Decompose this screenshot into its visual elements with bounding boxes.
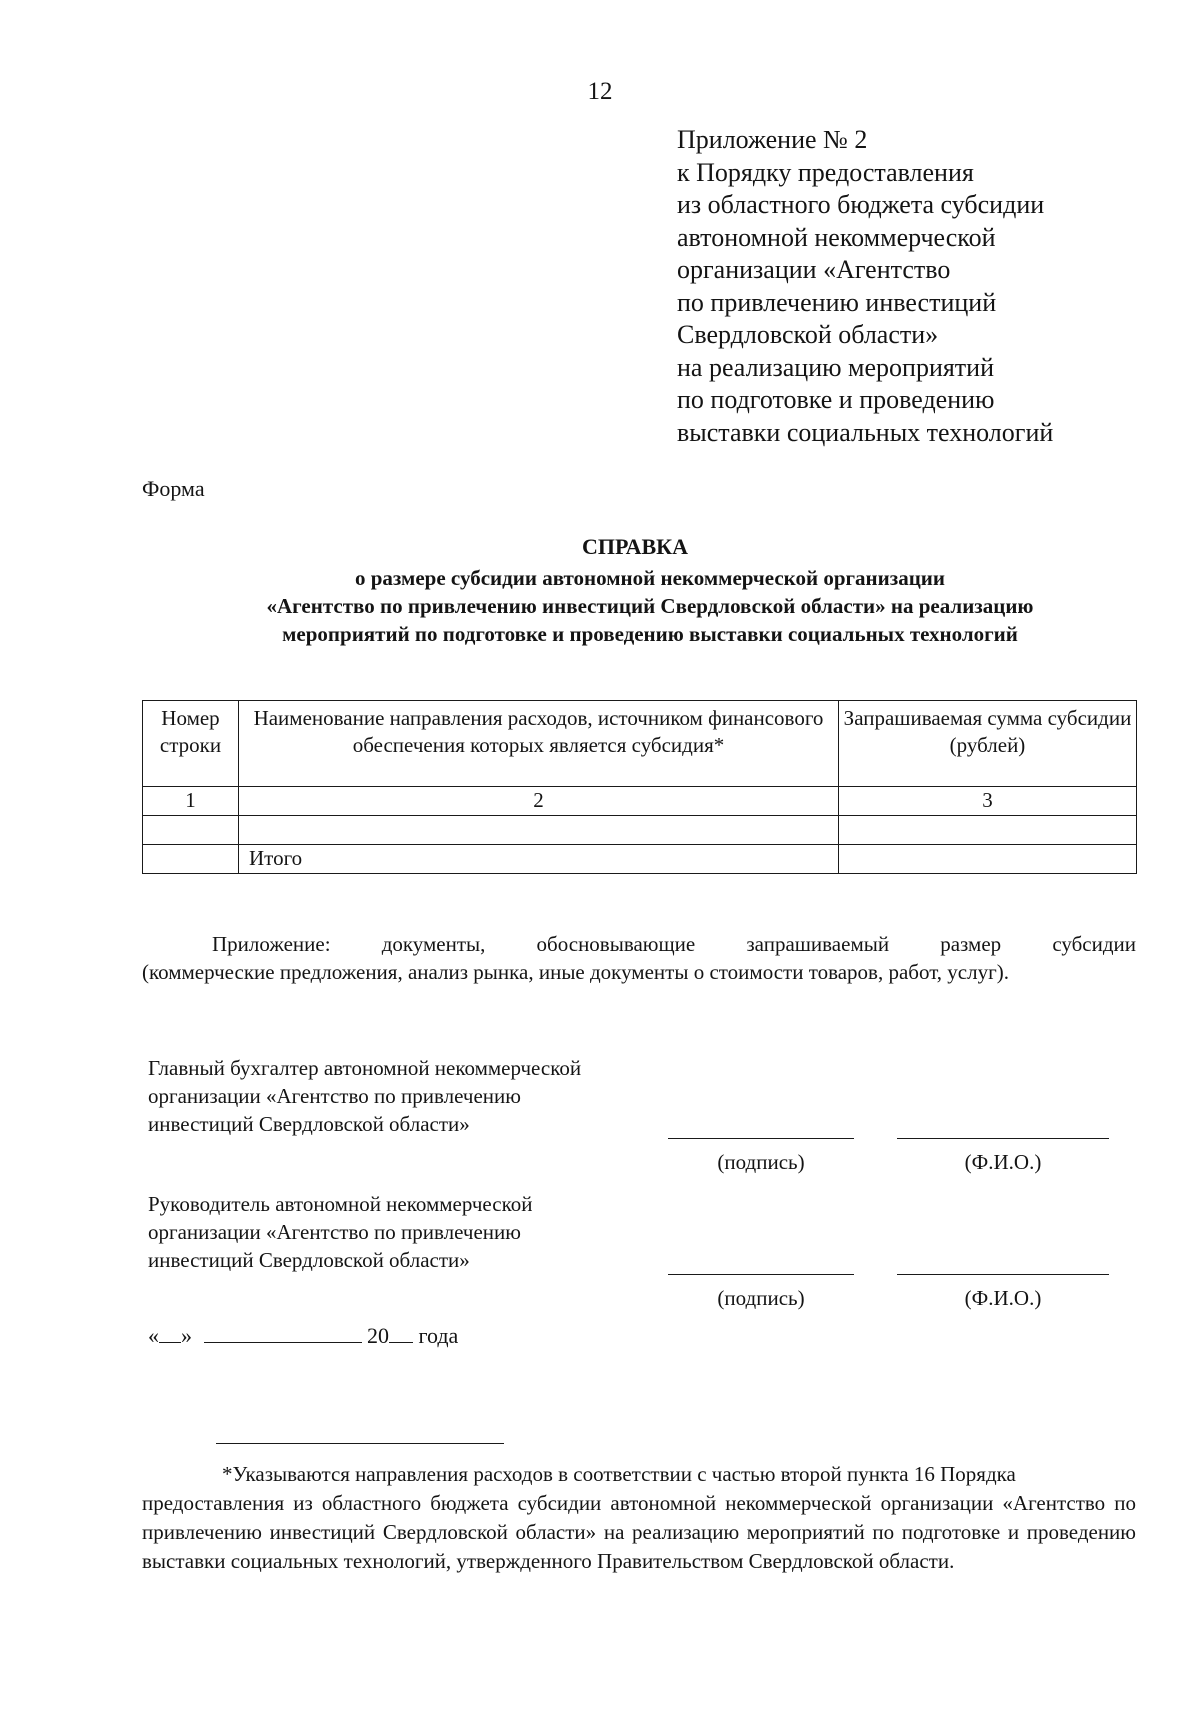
signer-line: организации «Агентство по привлечению	[148, 1220, 521, 1244]
table-total-row	[143, 845, 1137, 874]
footnote-separator	[216, 1443, 504, 1444]
appendix-header	[677, 124, 1053, 449]
signature-line[interactable]	[668, 1138, 854, 1139]
appendix-line: автономной некоммерческой	[677, 222, 996, 252]
full-name-line[interactable]	[897, 1138, 1109, 1139]
table-header-row	[143, 701, 1137, 787]
expenses-table	[142, 700, 1137, 874]
day-blank[interactable]	[159, 1322, 181, 1343]
footnote-first-line: *Указываются направления расходов в соответствии с частью второй пункта 16 Порядка	[222, 1462, 1016, 1486]
signer-line: инвестиций Свердловской области»	[148, 1112, 470, 1136]
page-number: 12	[587, 78, 613, 105]
table-row	[143, 816, 1137, 845]
attachment-note	[142, 930, 1136, 986]
year-blank[interactable]	[389, 1322, 413, 1343]
signer-line: инвестиций Свердловской области»	[148, 1248, 470, 1272]
header-requested-amount: Запрашиваемая сумма субсидии (рублей)	[839, 701, 1137, 787]
table-cell[interactable]	[143, 816, 239, 845]
appendix-line: Приложение № 2	[677, 125, 868, 154]
appendix-line: к Порядку предоставления	[677, 157, 974, 187]
full-name-caption: (Ф.И.О.)	[964, 1286, 1042, 1310]
column-number: 2	[239, 787, 839, 816]
head-block	[148, 1190, 532, 1274]
signature-caption: (подпись)	[717, 1286, 805, 1310]
column-number: 3	[839, 787, 1137, 816]
table-column-numbers-row	[143, 787, 1137, 816]
attachment-line: (коммерческие предложения, анализ рынка, иные документы о стоимости товаров, работ, услуг).	[142, 960, 1009, 984]
appendix-line: Свердловской области»	[677, 320, 939, 349]
header-row-number: Номер строки	[143, 701, 239, 787]
full-name-line[interactable]	[897, 1274, 1109, 1275]
total-amount-cell[interactable]	[839, 845, 1137, 874]
footnote	[142, 1460, 1136, 1576]
full-name-caption: (Ф.И.О.)	[964, 1150, 1042, 1174]
footnote-text: предоставления из областного бюджета субсидии автономной некоммерческой организации «Агентство по привлечению инвестиций Свердловской области» на реализацию мероприятий по подготовке и проведению выставки социальных технологий, утвержденного Правительством Свердловской области.	[142, 1491, 1136, 1573]
column-number: 1	[143, 787, 239, 816]
table-cell[interactable]	[239, 816, 839, 845]
header-expense-direction: Наименование направления расходов, источником финансового обеспечения которых является субсидия*	[239, 701, 839, 787]
document-title: СПРАВКА	[581, 534, 689, 559]
appendix-line: на реализацию мероприятий	[677, 352, 995, 382]
attachment-line: Приложение: документы, обосновывающие запрашиваемый размер субсидии	[212, 932, 1136, 956]
subtitle-line: о размере субсидии автономной некоммерческой организации	[354, 566, 945, 590]
table-cell[interactable]	[839, 816, 1137, 845]
document-subtitle	[150, 564, 1150, 648]
date-close-quote: »	[181, 1323, 192, 1348]
chief-accountant-block	[148, 1054, 581, 1138]
appendix-line: организации «Агентство	[677, 255, 951, 284]
date-open-quote: «	[148, 1323, 159, 1348]
appendix-line: по привлечению инвестиций	[677, 287, 997, 317]
signature-line[interactable]	[668, 1274, 854, 1275]
signer-line: Руководитель автономной некоммерческой	[148, 1192, 533, 1216]
subtitle-line: мероприятий по подготовке и проведению выставки социальных технологий	[282, 622, 1018, 646]
appendix-line: выставки социальных технологий	[677, 417, 1054, 447]
signer-line: организации «Агентство по привлечению	[148, 1084, 521, 1108]
signature-caption: (подпись)	[717, 1150, 805, 1174]
subtitle-line: «Агентство по привлечению инвестиций Свердловской области» на реализацию	[266, 594, 1034, 618]
table-cell[interactable]	[143, 845, 239, 874]
total-label: Итого	[239, 845, 839, 874]
date-line	[148, 1322, 458, 1349]
appendix-line: по подготовке и проведению	[677, 385, 995, 414]
year-prefix: 20	[367, 1323, 389, 1348]
year-suffix: года	[418, 1323, 459, 1348]
form-label: Форма	[142, 476, 205, 501]
signer-line: Главный бухгалтер автономной некоммерческой	[148, 1056, 582, 1080]
appendix-line: из областного бюджета субсидии	[677, 190, 1045, 219]
month-blank[interactable]	[204, 1322, 362, 1343]
